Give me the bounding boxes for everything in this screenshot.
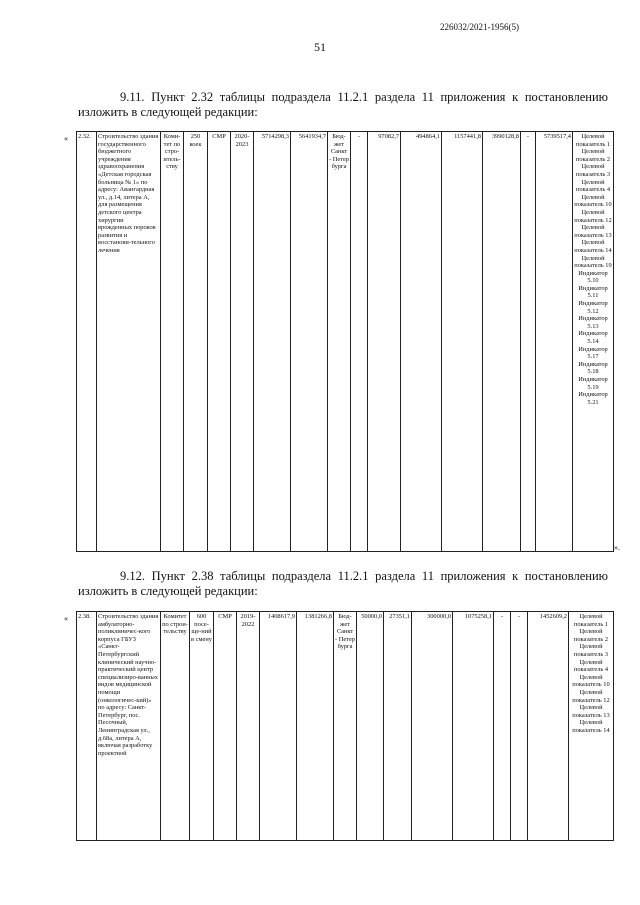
- table-row: [77, 612, 614, 841]
- indicators-cell: [573, 132, 614, 552]
- table-section2: [76, 611, 614, 841]
- indicator: Целевой показатель 12: [572, 688, 610, 704]
- year-value-3: 300000,0: [412, 612, 453, 841]
- period: 2020-2023: [231, 132, 254, 552]
- year-value-6: -: [521, 132, 536, 552]
- indicator: Целевой показатель 2: [575, 148, 611, 163]
- capacity: 250 коек: [184, 132, 208, 552]
- work-stage: СМР: [214, 612, 237, 841]
- indicator: Целевой показатель 14: [572, 719, 610, 734]
- year-value-5: -: [494, 612, 511, 841]
- year-value-5: 3990128,8: [483, 132, 521, 552]
- total-cost: 1408617,9: [260, 612, 297, 841]
- indicator: Индикатор 5.11: [578, 284, 608, 300]
- indicator: Целевой показатель 13: [574, 224, 612, 239]
- year-value-7: 1452609,2: [528, 612, 569, 841]
- indicator: Целевой показатель 14: [574, 239, 612, 254]
- year-value-4: 1157441,8: [442, 132, 483, 552]
- indicators-cell: [569, 612, 614, 841]
- open-quote: «: [64, 134, 68, 143]
- indicator: Индикатор 5.21: [578, 391, 608, 406]
- indicator: Целевой показатель 2: [573, 628, 609, 643]
- indicator: Целевой показатель 10: [574, 193, 612, 209]
- indicator: Целевой показатель 10: [572, 673, 610, 689]
- indicator: Индикатор 5.12: [578, 300, 608, 315]
- capacity: 600 посе-ще-ний в смену: [190, 612, 214, 841]
- total-cost: 5714298,3: [254, 132, 291, 552]
- year-value-3: 494864,1: [401, 132, 442, 552]
- year-value-2: 97082,7: [368, 132, 401, 552]
- indicator: Целевой показатель 12: [574, 208, 612, 224]
- open-quote: «: [64, 614, 68, 623]
- funding-source: Бюд-жет Санкт - Петер бурга: [334, 612, 357, 841]
- indicator: Целевой показатель 1: [575, 133, 611, 148]
- indicator: Целевой показатель 3: [573, 643, 609, 658]
- year-value-1: -: [351, 132, 368, 552]
- customer: Коми-тет по стро-итель-ству: [161, 132, 184, 552]
- work-stage: СМР: [208, 132, 231, 552]
- section2-heading: 9.12. Пункт 2.38 таблицы подраздела 11.2.1 раздела 11 приложения к постановлению изложить в следующей редакции:: [78, 569, 608, 598]
- close-quote: ».: [614, 543, 620, 552]
- row-number: 2.38.: [77, 612, 97, 841]
- year-value-6: -: [511, 612, 528, 841]
- object-name: Строительство здания амбулаторно-поликлиничес-кого корпуса ГБУЗ «Санкт-Петербургский клинический научно-практический центр специализиро-ванных видов медицинской помощи (онкологичес-кий)» по адресу: Санкт-Петербург, пос. Песочный, Ленинградская ул., д.68а, литера А, включая разработку проектной: [97, 612, 161, 841]
- customer: Комитет по строи-тельству: [161, 612, 190, 841]
- object-name: Строительство здания государственного бюджетного учреждения здравоохранения «Детская городская больница № 1» по адресу: Авангардная ул., д.14, литера А, для размещения детского центра хирургии врожденных пороков развития и восстанови-тельного лечения: [97, 132, 161, 552]
- table-row: [77, 132, 614, 552]
- indicator: Целевой показатель 19: [574, 254, 612, 270]
- year-value-7: 5739517,4: [536, 132, 573, 552]
- indicator: Целевой показатель 13: [572, 704, 610, 719]
- indicator: Индикатор 5.14: [578, 330, 608, 346]
- indicator: Индикатор 5.19: [578, 376, 608, 391]
- indicator: Целевой показатель 4: [575, 178, 611, 194]
- indicator: Индикатор 5.17: [578, 345, 608, 361]
- year-value-4: 1075258,1: [453, 612, 494, 841]
- indicator: Индикатор 5.13: [578, 315, 608, 330]
- period: 2019-2022: [237, 612, 260, 841]
- page-number: 51: [314, 40, 326, 54]
- indicator: Целевой показатель 3: [575, 163, 611, 178]
- indicator: Индикатор 5.10: [578, 269, 608, 285]
- year-value-2: 27351,1: [384, 612, 412, 841]
- funding-source: Бюд-жет Санкт - Петер бурга: [328, 132, 351, 552]
- indicator: Индикатор 5.18: [578, 360, 608, 376]
- table-section1: [76, 131, 614, 552]
- year-value-1: 50000,0: [357, 612, 384, 841]
- indicator: Целевой показатель 1: [573, 613, 609, 628]
- limit-cost: 1381266,8: [297, 612, 334, 841]
- row-number: 2.32.: [77, 132, 97, 552]
- document-number: 226032/2021-1956(5): [440, 22, 519, 32]
- limit-cost: 5641934,7: [291, 132, 328, 552]
- section1-heading: 9.11. Пункт 2.32 таблицы подраздела 11.2.1 раздела 11 приложения к постановлению изложить в следующей редакции:: [78, 90, 608, 119]
- indicator: Целевой показатель 4: [573, 658, 609, 674]
